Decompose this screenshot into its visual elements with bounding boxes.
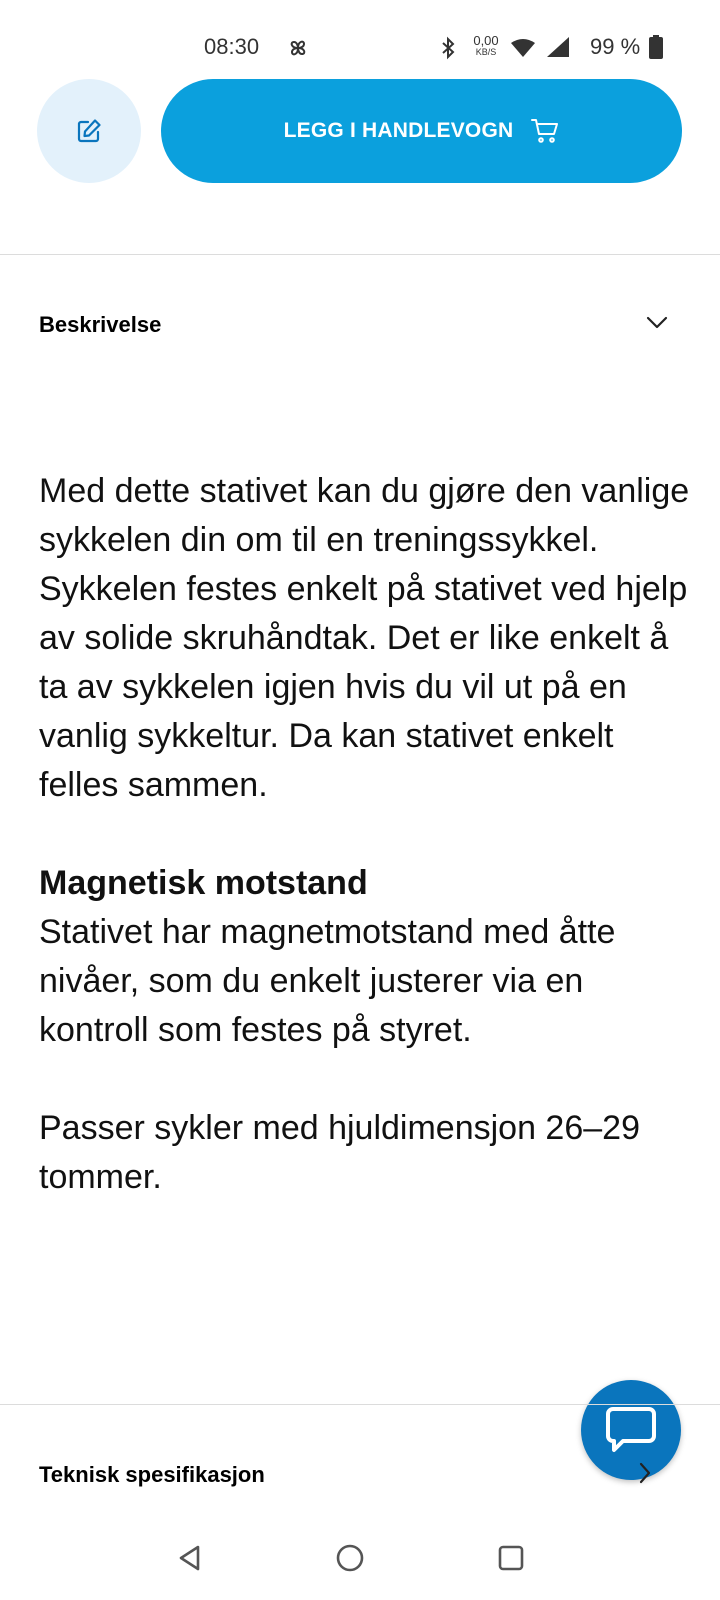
- paragraph-gap: [39, 810, 699, 859]
- pinwheel-icon: [286, 36, 310, 60]
- cart-icon: [531, 118, 559, 144]
- description-section-heading: Magnetisk motstand: [39, 864, 368, 902]
- network-speed-value: 0,00: [473, 33, 499, 48]
- edit-icon: [75, 117, 103, 145]
- bluetooth-icon: [440, 36, 456, 60]
- edit-button[interactable]: [37, 79, 141, 183]
- divider: [0, 254, 720, 255]
- home-circle-icon: [334, 1542, 366, 1574]
- back-triangle-icon: [175, 1543, 205, 1573]
- chevron-right-icon: [638, 1462, 652, 1484]
- status-bar: [0, 0, 720, 70]
- divider: [0, 1404, 720, 1405]
- signal-icon: [546, 36, 570, 58]
- nav-back-button[interactable]: [170, 1538, 210, 1578]
- add-to-cart-button[interactable]: [161, 79, 682, 183]
- accordion-description-title: Beskrivelse: [39, 312, 162, 337]
- add-to-cart-label: LEGG I HANDLEVOGN: [283, 119, 514, 142]
- nav-home-button[interactable]: [330, 1538, 370, 1578]
- chevron-down-icon: [646, 316, 668, 330]
- battery-percent: 99 %: [590, 34, 641, 59]
- wifi-icon: [510, 38, 536, 58]
- system-nav-bar: [0, 1518, 720, 1600]
- accordion-tech-spec[interactable]: [0, 1440, 720, 1510]
- accordion-tech-spec-title: Teknisk spesifikasjon: [39, 1462, 265, 1487]
- description-fit-text: Passer sykler med hjuldimensjon 26–29 tommer.: [39, 1109, 640, 1196]
- description-section-text: Stativet har magnetmotstand med åtte nivåer, som du enkelt justerer via en kontroll som festes på styret.: [39, 913, 616, 1049]
- status-time: 08:30: [204, 34, 260, 59]
- accordion-description[interactable]: [0, 290, 720, 360]
- product-description: [39, 467, 699, 1202]
- battery-icon: [649, 35, 663, 59]
- network-speed-unit: KB/S: [475, 47, 497, 57]
- paragraph-gap: [39, 1055, 699, 1104]
- recents-square-icon: [496, 1543, 526, 1573]
- description-intro: Med dette stativet kan du gjøre den vanlige sykkelen din om til en treningssykkel. Sykkelen festes enkelt på stativet ved hjelp av solide skruhåndtak. Det er like enkelt å ta av sykkelen igjen hvis du vil ut på en vanlig sykkeltur. Da kan stativet enkelt felles sammen.: [39, 472, 690, 804]
- nav-recents-button[interactable]: [491, 1538, 531, 1578]
- network-speed: [468, 34, 504, 57]
